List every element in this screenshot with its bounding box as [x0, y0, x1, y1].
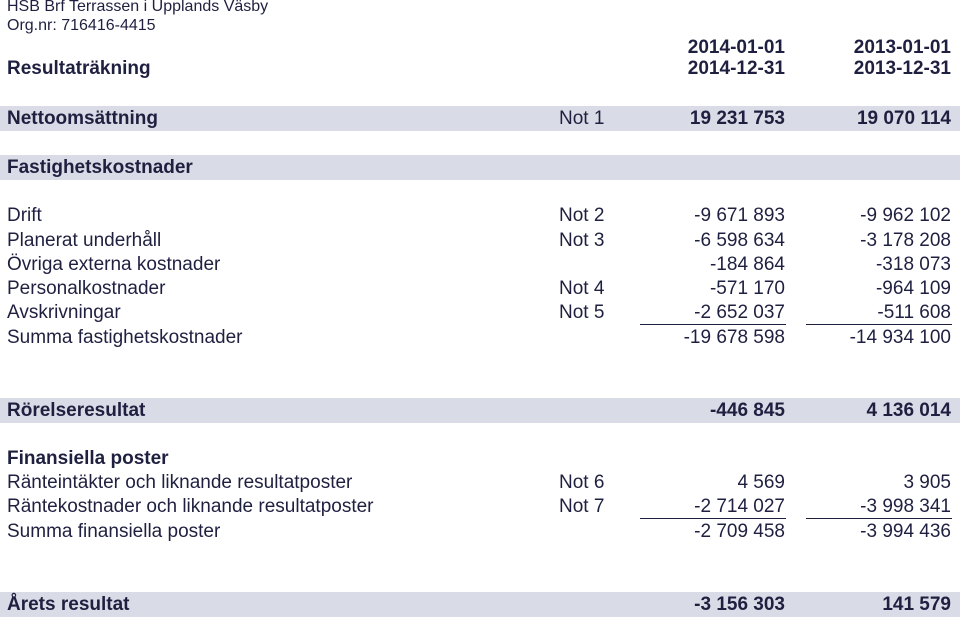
net-sales-note: Not 1	[559, 108, 605, 129]
row-label: Drift	[7, 205, 42, 226]
row-v1: -19 678 598	[683, 327, 785, 348]
row-v1: -2 709 458	[694, 521, 785, 542]
financial-heading: Finansiella poster	[7, 448, 169, 469]
row-label: Summa finansiella poster	[7, 521, 221, 542]
row-label: Personalkostnader	[7, 278, 166, 299]
row-label: Räntekostnader och liknande resultatposter	[7, 496, 374, 517]
row-v2: -3 994 436	[860, 521, 951, 542]
row-v2: -3 178 208	[860, 230, 951, 251]
financial-rule-col1	[640, 518, 786, 519]
row-v2: -3 998 341	[860, 496, 951, 517]
row-v1: -2 652 037	[694, 302, 785, 323]
row-v2: -964 109	[875, 278, 951, 299]
row-label: Planerat underhåll	[7, 230, 162, 251]
row-v2: -318 073	[875, 254, 951, 275]
row-label: Ränteintäkter och liknande resultatposter	[7, 472, 353, 493]
row-v2: -511 608	[877, 302, 951, 323]
period2-to: 2013-12-31	[853, 58, 951, 79]
subtotal-rule-col2	[806, 324, 952, 325]
row-note: Not 6	[559, 472, 605, 493]
operating-result-label: Rörelseresultat	[7, 400, 146, 421]
period1-to: 2014-12-31	[687, 58, 785, 79]
org-number: Org.nr: 716416-4415	[7, 17, 156, 34]
row-v1: 4 569	[737, 472, 785, 493]
subtotal-rule-col1	[640, 324, 786, 325]
net-sales-v1: 19 231 753	[689, 108, 785, 129]
row-v1: -184 864	[709, 254, 785, 275]
financial-rule-col2	[806, 518, 952, 519]
row-v1: -9 671 893	[694, 205, 785, 226]
row-note: Not 4	[559, 278, 605, 299]
year-result-band	[0, 592, 960, 617]
year-result-v1: -3 156 303	[694, 594, 785, 615]
property-costs-heading: Fastighetskostnader	[7, 157, 193, 178]
row-label: Summa fastighetskostnader	[7, 327, 243, 348]
net-sales-label: Nettoomsättning	[7, 108, 158, 129]
row-v1: -571 170	[709, 278, 785, 299]
period2-from: 2013-01-01	[853, 37, 951, 58]
row-v1: -2 714 027	[694, 496, 785, 517]
row-v2: -9 962 102	[860, 205, 951, 226]
row-label: Avskrivningar	[7, 302, 121, 323]
row-v1: -6 598 634	[694, 230, 785, 251]
row-note: Not 5	[559, 302, 605, 323]
company-name: HSB Brf Terrassen i Upplands Väsby	[7, 0, 269, 15]
year-result-v2: 141 579	[882, 594, 951, 615]
row-v2: 3 905	[903, 472, 951, 493]
page-title: Resultaträkning	[7, 58, 151, 79]
operating-result-v2: 4 136 014	[866, 400, 951, 421]
operating-result-v1: -446 845	[709, 400, 785, 421]
row-note: Not 3	[559, 230, 605, 251]
row-note: Not 2	[559, 205, 605, 226]
row-note: Not 7	[559, 496, 605, 517]
net-sales-v2: 19 070 114	[856, 108, 951, 129]
row-v2: -14 934 100	[849, 327, 951, 348]
year-result-label: Årets resultat	[7, 594, 130, 615]
row-label: Övriga externa kostnader	[7, 254, 221, 275]
period1-from: 2014-01-01	[687, 37, 785, 58]
